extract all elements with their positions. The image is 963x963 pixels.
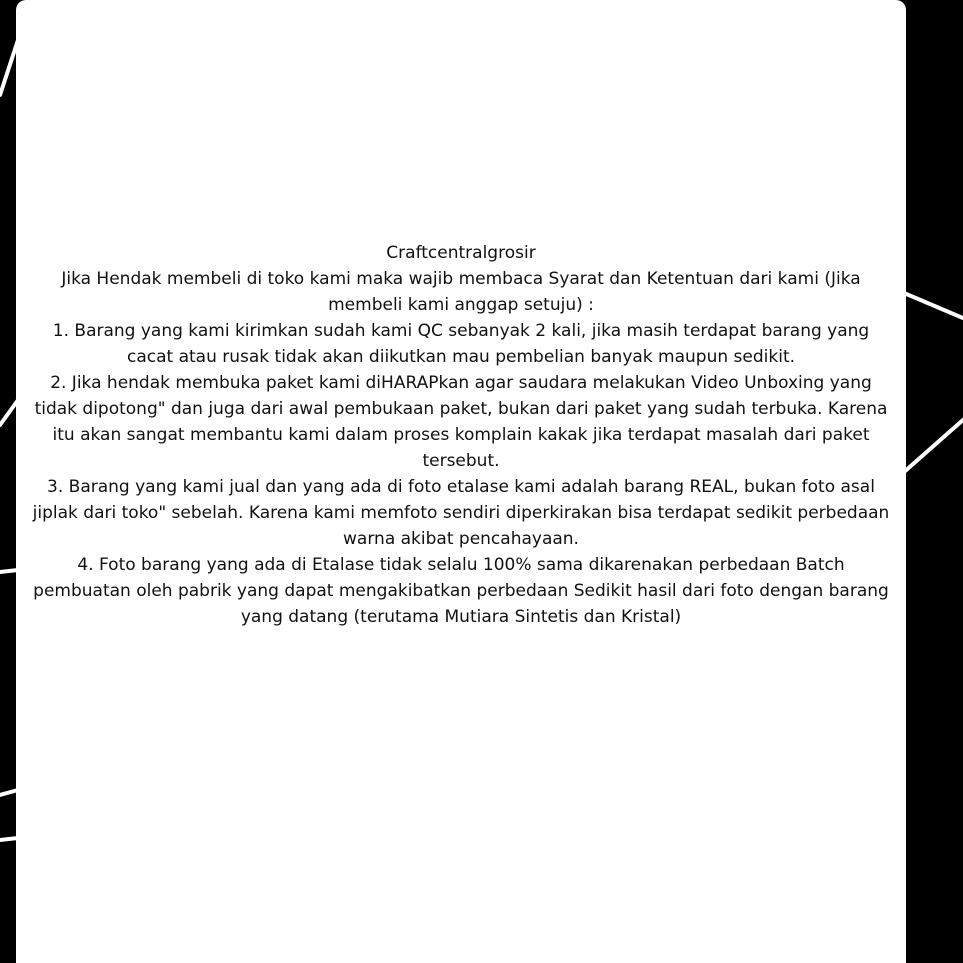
term-item-4: 4. Foto barang yang ada di Etalase tidak selalu 100% sama dikarenakan perbedaan Batch pembuatan oleh pabrik yang dapat mengakibatkan perbedaan Sedikit hasil dari foto dengan barang yang datang (terutama Mutiara Sintetis dan Kristal) — [33, 555, 889, 627]
store-name: Craftcentralgrosir — [386, 243, 536, 263]
terms-document — [16, 240, 906, 630]
deco-line-right-top — [904, 293, 963, 318]
deco-line-right-mid — [904, 420, 963, 472]
term-item-1: 1. Barang yang kami kirimkan sudah kami QC sebanyak 2 kali, jika masih terdapat barang yang cacat atau rusak tidak akan diikutkan mau pembelian banyak maupun sedikit. — [52, 321, 870, 367]
term-item-2: 2. Jika hendak membuka paket kami diHARAPkan agar saudara melakukan Video Unboxing yang tidak dipotong" dan juga dari awal pembukaan paket, bukan dari paket yang sudah terbuka. Karena itu akan sangat membantu kami dalam proses komplain kakak jika terdapat masalah dari paket tersebut. — [34, 373, 888, 471]
term-item-3: 3. Barang yang kami jual dan yang ada di foto etalase kami adalah barang REAL, bukan foto asal jiplak dari toko" sebelah. Karena kami memfoto sendiri diperkirakan bisa terdapat sedikit perbedaan warna akibat pencahayaan. — [32, 477, 890, 549]
terms-intro: Jika Hendak membeli di toko kami maka wajib membaca Syarat dan Ketentuan dari kami (Jika membeli kami anggap setuju) : — [61, 269, 861, 315]
